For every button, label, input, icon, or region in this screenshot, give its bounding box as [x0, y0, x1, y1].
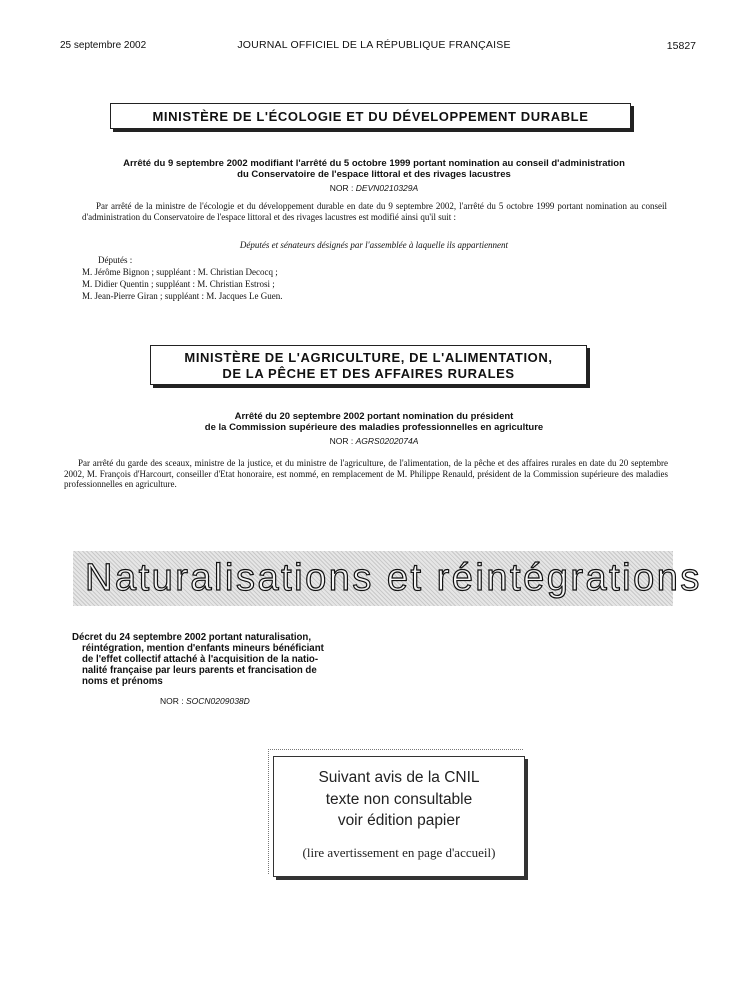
- journal-title: JOURNAL OFFICIEL DE LA RÉPUBLIQUE FRANÇAISE: [237, 39, 511, 51]
- nor-label: NOR :: [329, 183, 354, 193]
- decret-title-line: noms et prénoms: [82, 676, 163, 687]
- header-date: 25 septembre 2002: [60, 40, 147, 51]
- deputes-label: Députés :: [98, 255, 133, 265]
- ministry-heading-agriculture: [150, 345, 587, 385]
- nor-code: DEVN0210329A: [355, 183, 419, 193]
- depute-entry: M. Didier Quentin ; suppléant : M. Christian Estrosi ;: [82, 279, 275, 289]
- decret-title-line: nalité française par leurs parents et francisation de: [82, 665, 317, 676]
- arrete-title-1: [60, 158, 688, 180]
- section-banner-title: Naturalisations et réintégrations: [85, 557, 702, 599]
- ministry-line1: MINISTÈRE DE L'AGRICULTURE, DE L'ALIMENTATION,: [184, 350, 553, 365]
- subheading-deputes-senateurs: Députés et sénateurs désignés par l'assemblée à laquelle ils appartiennent: [239, 240, 509, 250]
- decret-title-line: réintégration, mention d'enfants mineurs bénéficiant: [82, 643, 324, 654]
- decret-title: [72, 632, 372, 687]
- arrete-title-2-line2: de la Commission supérieure des maladies professionnelles en agriculture: [204, 422, 544, 433]
- cnil-frame-top-line: [268, 749, 523, 750]
- nor-reference-1: [60, 183, 688, 193]
- nor-code: AGRS0202074A: [355, 436, 419, 446]
- nor-reference-2: [60, 436, 688, 446]
- arrete-title-1-line2: du Conservatoire de l'espace littoral et des rivages lacustres: [237, 169, 511, 180]
- depute-entry: M. Jérôme Bignon ; suppléant : M. Christian Decocq ;: [82, 267, 278, 277]
- cnil-frame-left-line: [268, 749, 269, 874]
- cnil-notice-line: Suivant avis de la CNIL: [318, 769, 480, 786]
- depute-entry: M. Jean-Pierre Giran ; suppléant : M. Jacques Le Guen.: [82, 291, 283, 301]
- nor-code: SOCN0209038D: [186, 696, 250, 706]
- arrete-paragraph-2: Par arrêté du garde des sceaux, ministre de la justice, et du ministre de l'agriculture, de l'alimentation, de la pêche et des affaires rurales en date du 20 septembre 2002, M. François d'Harcourt, conseiller d'Etat honoraire, est nommé, en remplacement de M. Philippe Renauld, président de la Commission supérieure des maladies professionnelles en agriculture.: [64, 458, 668, 489]
- arrete-paragraph-1: Par arrêté de la ministre de l'écologie et du développement durable en date du 9 septembre 2002, l'arrêté du 5 octobre 1999 portant nomination au conseil d'administration du Conservatoire de l'espace littoral et des rivages lacustres est modifié ainsi qu'il suit :: [82, 201, 667, 222]
- ministry-heading-ecologie: MINISTÈRE DE L'ÉCOLOGIE ET DU DÉVELOPPEMENT DURABLE: [110, 103, 631, 129]
- cnil-notice-line: voir édition papier: [337, 812, 461, 829]
- page-number: 15827: [666, 40, 696, 52]
- decret-title-line: de l'effet collectif attaché à l'acquisition de la natio-: [82, 654, 319, 665]
- arrete-title-2-line1: Arrêté du 20 septembre 2002 portant nomination du président: [234, 411, 514, 422]
- cnil-notice-warning: (lire avertissement en page d'accueil): [302, 845, 496, 860]
- nor-reference-3: [160, 696, 250, 706]
- cnil-notice-line: texte non consultable: [325, 791, 473, 808]
- nor-label: NOR :: [160, 696, 184, 706]
- arrete-title-2: [60, 411, 688, 433]
- arrete-title-1-line1: Arrêté du 9 septembre 2002 modifiant l'arrêté du 5 octobre 1999 portant nomination au conseil d'administration: [123, 158, 625, 169]
- decret-title-line: Décret du 24 septembre 2002 portant naturalisation,: [72, 632, 312, 643]
- ministry-line2: DE LA PÊCHE ET DES AFFAIRES RURALES: [222, 366, 515, 381]
- nor-label: NOR :: [329, 436, 354, 446]
